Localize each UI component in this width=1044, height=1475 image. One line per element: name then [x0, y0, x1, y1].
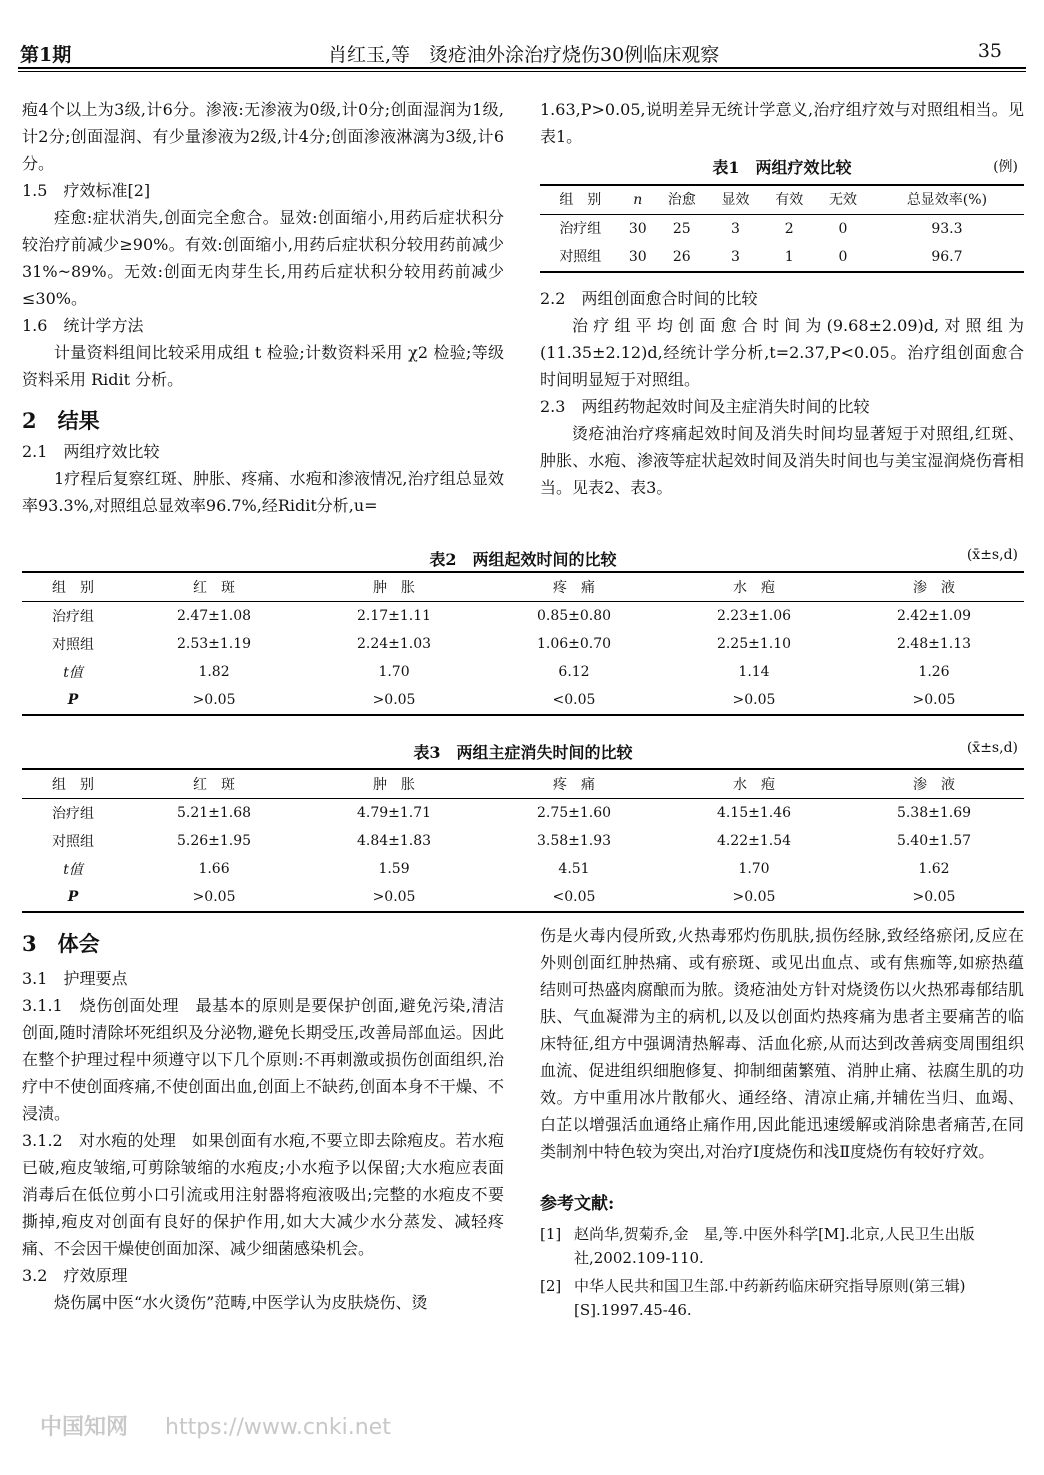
table-row: P >0.05 >0.05 <0.05 >0.05 >0.05: [22, 883, 1024, 912]
section-heading: 2.1 两组疗效比较: [22, 442, 160, 461]
table-header: 肿 胀: [304, 572, 484, 602]
watermark: [40, 1410, 391, 1441]
paragraph: 烫疮油治疗疼痛起效时间及消失时间均显著短于对照组,红斑、肿胀、水疱、渗液等症状起效时间及消失时间也与美宝湿润烧伤膏相当。见表2、表3。: [540, 424, 1024, 497]
table-header: 总显效率(%): [870, 185, 1024, 215]
watermark-url: https://www.cnki.net: [165, 1415, 391, 1440]
section-heading: 1.6 统计学方法: [22, 316, 144, 335]
table-caption: 表2 两组起效时间的比较 (x̄±s,d): [429, 547, 1018, 569]
table-header: 水 疱: [664, 572, 844, 602]
table-header: 红 斑: [124, 572, 304, 602]
page-number: 35: [977, 40, 1002, 62]
table-2: [22, 547, 1024, 716]
table-1: [540, 154, 1024, 273]
section-heading: 1.5 疗效标准[2]: [22, 181, 151, 200]
header-rule: [18, 67, 1026, 69]
table-header: 治愈: [655, 185, 709, 215]
table-header: 渗 液: [844, 572, 1024, 602]
paragraph: 烧伤属中医“水火烫伤”范畴,中医学认为皮肤烧伤、烫: [54, 1293, 428, 1312]
table-row: t值 1.82 1.70 6.12 1.14 1.26: [63, 664, 950, 681]
right-column-top: [540, 96, 1024, 501]
table-header: 红 斑: [124, 769, 304, 799]
running-title: 肖红玉,等 烫疮油外涂治疗烧伤30例临床观察: [328, 44, 720, 66]
table: [22, 768, 1024, 913]
table-row: 治疗组 5.21±1.68 4.79±1.71 2.75±1.60 4.15±1.46 5.38±1.69: [52, 805, 972, 822]
table-row: 对照组 30 26 3 1 0 96.7: [540, 243, 1024, 272]
cnki-logo: 中国知网: [40, 1415, 129, 1440]
table-header: 无效: [816, 185, 870, 215]
left-column-top: [22, 96, 504, 519]
reference-item: [2] 中华人民共和国卫生部.中药新药临床研究指导原则(第三辑)[S].1997.45-46.: [540, 1277, 966, 1319]
table-row: 对照组 5.26±1.95 4.84±1.83 3.58±1.93 4.22±1.54 5.40±1.57: [52, 833, 972, 850]
table-header: 疼 痛: [484, 769, 664, 799]
table-row: 治疗组 2.47±1.08 2.17±1.11 0.85±0.80 2.23±1.06 2.42±1.09: [52, 608, 972, 625]
table-header: n: [621, 185, 655, 215]
table-row: P >0.05 >0.05 <0.05 >0.05 >0.05: [22, 686, 1024, 715]
table: [22, 571, 1024, 716]
table-row: t值 1.66 1.59 4.51 1.70 1.62: [63, 861, 950, 878]
table-header: 显效: [709, 185, 763, 215]
header-rule-thin: [18, 71, 1026, 72]
section-heading: 2.2 两组创面愈合时间的比较: [540, 289, 758, 308]
running-header: [18, 40, 1026, 66]
table-header: 水 疱: [664, 769, 844, 799]
table-caption: 表1 两组疗效比较 (例): [712, 158, 1018, 177]
table-header: 疼 痛: [484, 572, 664, 602]
paragraph: 计量资料组间比较采用成组 t 检验;计数资料采用 χ2 检验;等级资料采用 Ridit 分析。: [22, 343, 504, 389]
left-column-bottom: [22, 930, 504, 1316]
issue-number: 第1期: [20, 44, 72, 66]
references-title: 参考文献:: [540, 1194, 615, 1214]
section-title: 3 体会: [22, 931, 100, 956]
section-heading: 3.2 疗效原理: [22, 1266, 128, 1285]
table-row: 对照组 2.53±1.19 2.24±1.03 1.06±0.70 2.25±1.10 2.48±1.13: [52, 636, 972, 653]
paragraph: 伤是火毒内侵所致,火热毒邪灼伤肌肤,损伤经脉,致经络瘀闭,反应在外则创面红肿热痛、或有瘀斑、或见出血点、或有焦痂等,如瘀热蕴结则可热盛肉腐酿而为脓。烫疮油处方针对烧烫伤以火热邪毒郁结肌肤、气血凝滞为主的病机,以及以创面灼热疼痛为患者主要痛苦的临床特征,组方中强调清热解毒、活血化瘀,从而达到改善病变周围组织血流、促进组织细胞修复、抑制细菌繁殖、消肿止痛、祛腐生肌的功效。方中重用冰片散郁火、通经络、清凉止痛,并辅佐当归、血竭、白芷以增强活血通络止痛作用,因此能迅速缓解或消除患者痛苦,在同类制剂中特色较为突出,对治疗Ⅰ度烧伤和浅Ⅱ度烧伤有较好疗效。: [540, 926, 1024, 1161]
paragraph: 痊愈:症状消失,创面完全愈合。显效:创面缩小,用药后症状积分较治疗前减少≥90%。有效:创面缩小,用药后症状积分较用药前减少31%~89%。无效:创面无肉芽生长,用药后症状积分较用药前减少≤30%。: [22, 208, 504, 308]
table-header: 有效: [762, 185, 816, 215]
paragraph: 3.1.2 对水疱的处理 如果创面有水疱,不要立即去除疱皮。若水疱已破,疱皮皱缩,可剪除皱缩的水疱皮;小水疱予以保留;大水疱应表面消毒后在低位剪小口引流或用注射器将疱液吸出;完整的水疱皮不要撕掉,疱皮对创面有良好的保护作用,如大大减少水分蒸发、减轻疼痛、不会因干燥使创面加深、减少细菌感染机会。: [22, 1131, 504, 1258]
reference-item: [1] 赵尚华,贺菊乔,金 星,等.中医外科学[M].北京,人民卫生出版社,2002.109-110.: [540, 1225, 975, 1267]
right-column-bottom: [540, 922, 1024, 1322]
paragraph: 疱4个以上为3级,计6分。渗液:无渗液为0级,计0分;创面湿润为1级,计2分;创面湿润、有少量渗液为2级,计4分;创面渗液淋漓为3级,计6分。: [22, 100, 504, 173]
paragraph: 1.63,P>0.05,说明差异无统计学意义,治疗组疗效与对照组相当。见表1。: [540, 100, 1024, 146]
table-caption: 表3 两组主症消失时间的比较 (x̄±s,d): [413, 740, 1018, 762]
table-row: 治疗组 30 25 3 2 0 93.3: [559, 220, 963, 237]
paragraph: 治疗组平均创面愈合时间为(9.68±2.09)d,对照组为(11.35±2.12)d,经统计学分析,t=2.37,P<0.05。治疗组创面愈合时间明显短于对照组。: [540, 316, 1024, 389]
section-heading: 3.1 护理要点: [22, 969, 128, 988]
table-header: 渗 液: [844, 769, 1024, 799]
table-header: 肿 胀: [304, 769, 484, 799]
table: [540, 184, 1024, 273]
table-header: 组 别: [22, 769, 124, 799]
paragraph: 1疗程后复察红斑、肿胀、疼痛、水疱和渗液情况,治疗组总显效率93.3%,对照组总显效率96.7%,经Ridit分析,u=: [22, 469, 504, 515]
table-header: 组 别: [540, 185, 621, 215]
section-heading: 2.3 两组药物起效时间及主症消失时间的比较: [540, 397, 870, 416]
table-3: [22, 740, 1024, 913]
table-header: 组 别: [22, 572, 124, 602]
paragraph: 3.1.1 烧伤创面处理 最基本的原则是要保护创面,避免污染,清洁创面,随时清除坏死组织及分泌物,避免长期受压,改善局部血运。因此在整个护理过程中须遵守以下几个原则:不再刺激或损伤创面组织,治疗中不使创面疼痛,不使创面出血,创面上不缺药,创面本身不干燥、不浸渍。: [22, 996, 504, 1123]
section-title: 2 结果: [22, 408, 100, 433]
